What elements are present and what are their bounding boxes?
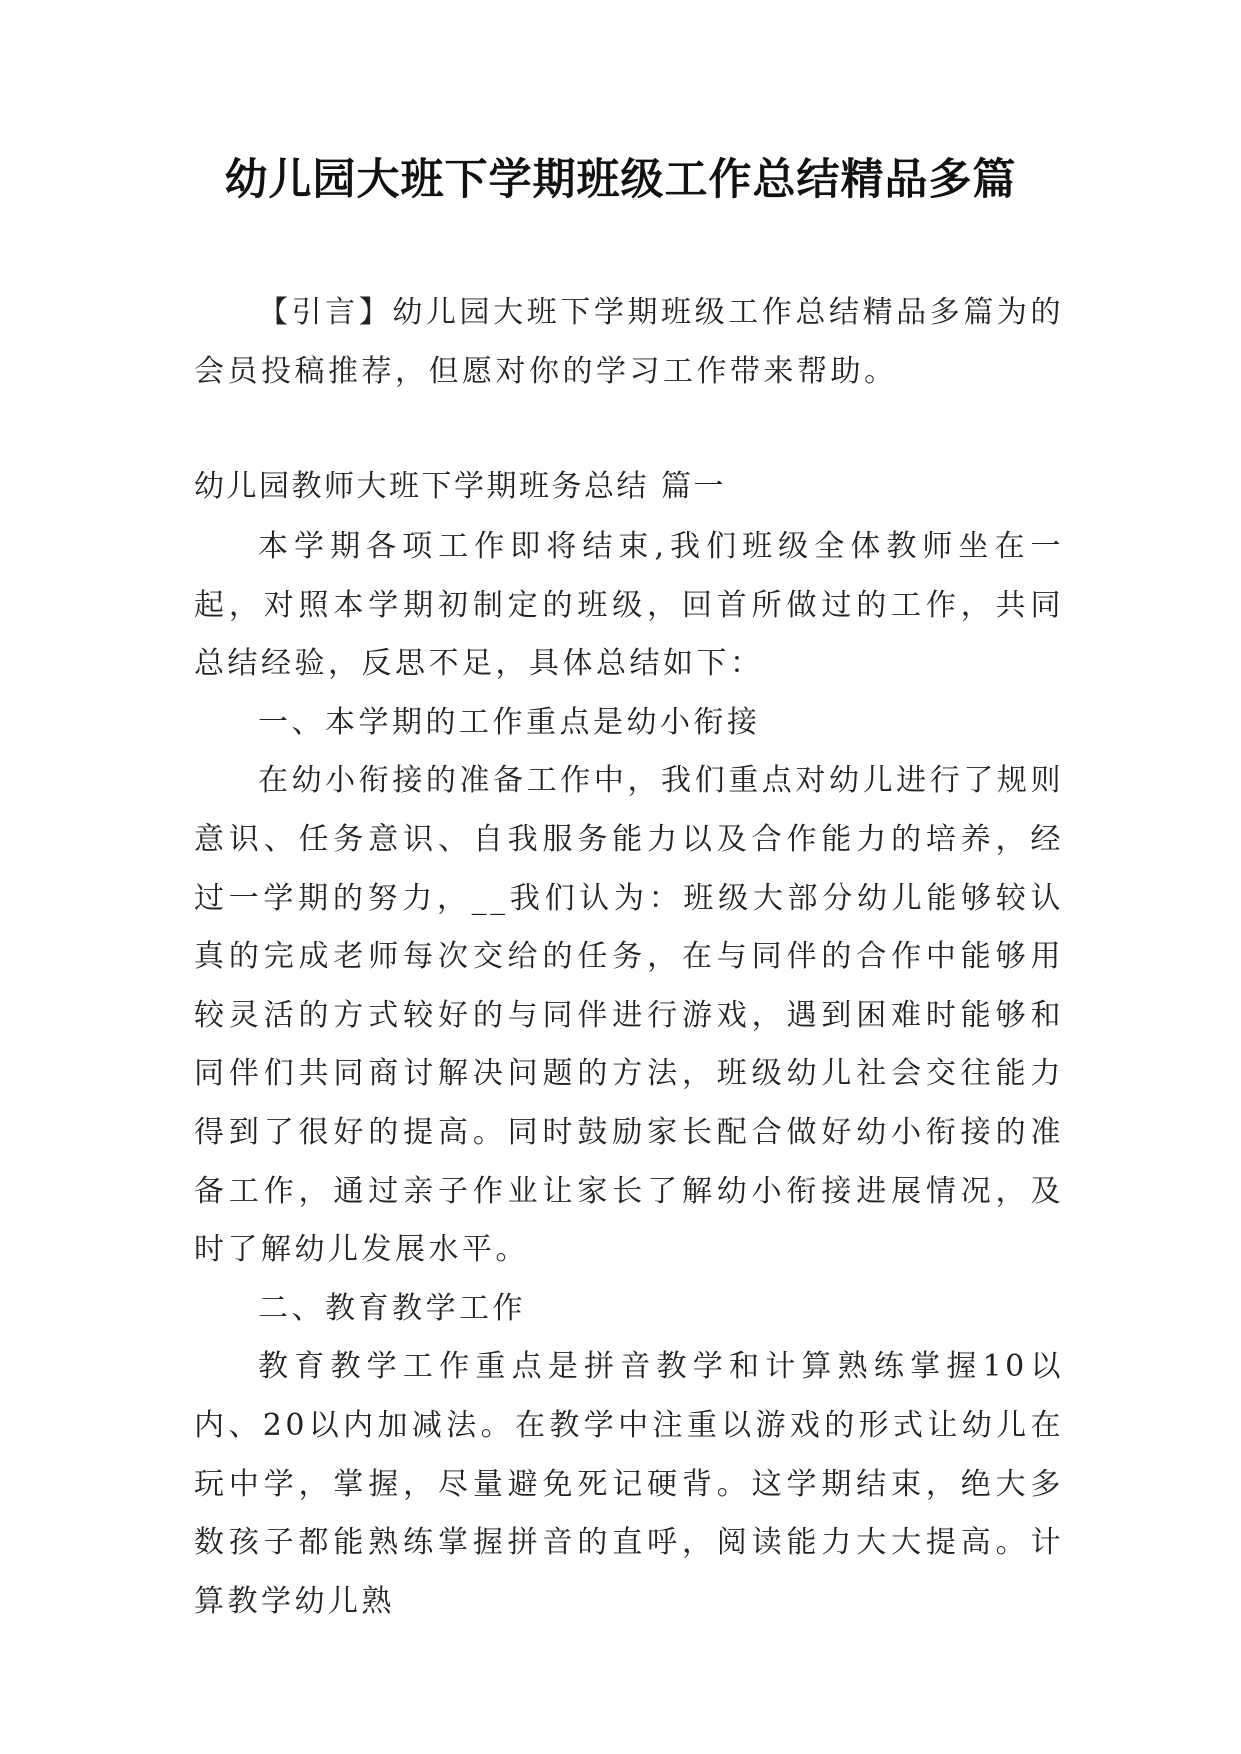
subheading-1: 一、本学期的工作重点是幼小衔接 — [258, 704, 761, 740]
main-content — [194, 518, 1064, 1631]
section-heading: 幼儿园教师大班下学期班务总结 篇一 — [194, 469, 727, 504]
paragraph: 教育教学工作重点是拼音教学和计算熟练掌握10以内、20以内加减法。在教学中注重以游戏的形式让幼儿在玩中学，掌握，尽量避免死记硬背。这学期结束，绝大多数孩子都能熟练掌握拼音的直呼，阅读能力大大提高。计算教学幼儿熟 — [194, 1349, 1064, 1619]
subheading-2: 二、教育教学工作 — [258, 1290, 526, 1326]
paragraph: 在幼小衔接的准备工作中，我们重点对幼儿进行了规则意识、任务意识、自我服务能力以及合作能力的培养，经过一学期的努力，__我们认为：班级大部分幼儿能够较认真的完成老师每次交给的任务，在与同伴的合作中能够用较灵活的方式较好的与同伴进行游戏，遇到困难时能够和同伴们共同商讨解决问题的方法，班级幼儿社会交往能力得到了很好的提高。同时鼓励家长配合做好幼小衔接的准备工作，通过亲子作业让家长了解幼小衔接进展情况，及时了解幼儿发展水平。 — [194, 763, 1064, 1268]
document-title: 幼儿园大班下学期班级工作总结精品多篇 — [224, 155, 1017, 205]
paragraph: 本学期各项工作即将结束,我们班级全体教师坐在一起，对照本学期初制定的班级，回首所做过的工作，共同总结经验，反思不足，具体总结如下： — [194, 529, 1064, 682]
intro-paragraph: 【引言】幼儿园大班下学期班级工作总结精品多篇为的会员投稿推荐，但愿对你的学习工作带来帮助。 — [194, 295, 1064, 389]
